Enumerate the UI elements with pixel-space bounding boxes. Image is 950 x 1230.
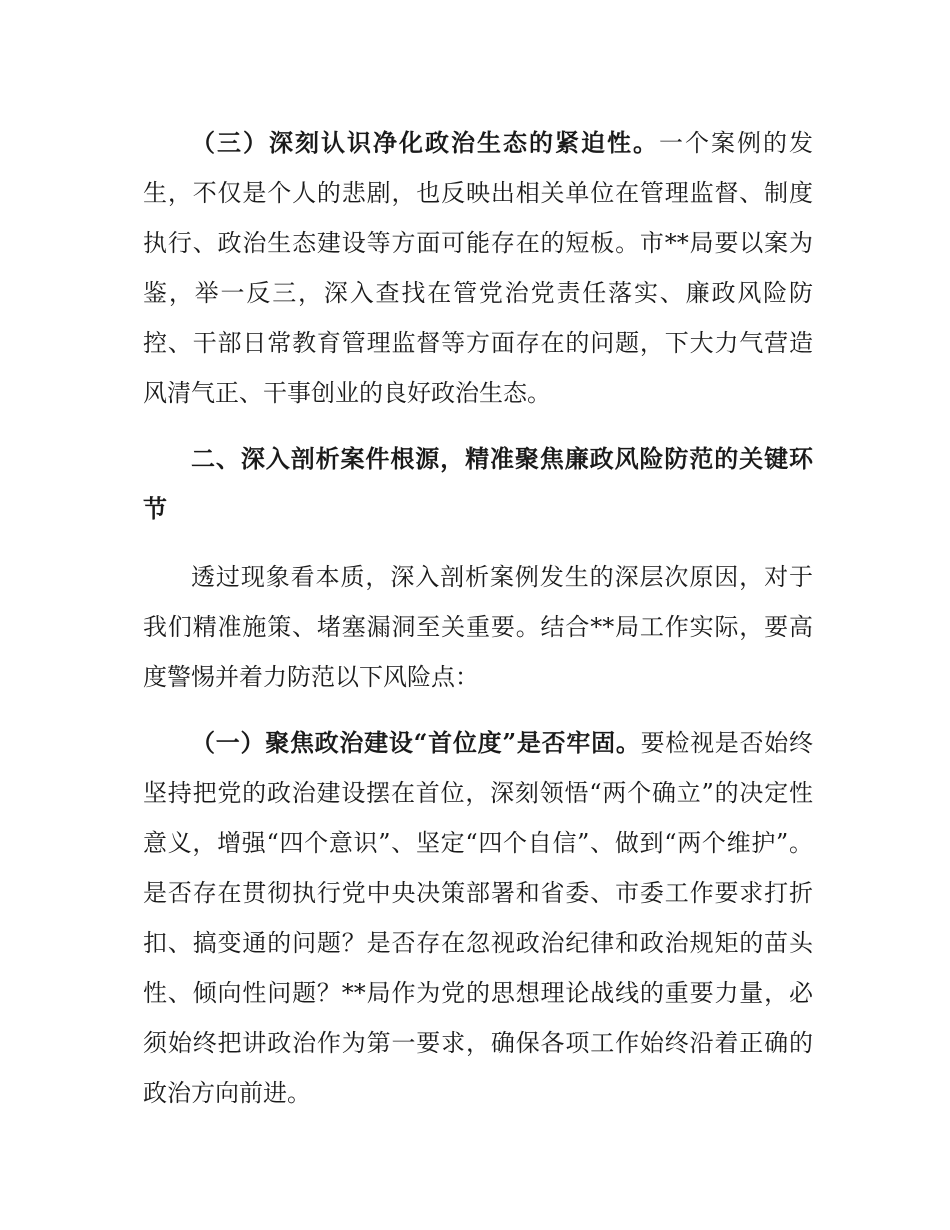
paragraph-intro [143, 552, 813, 702]
section-heading: 二、深入剖析案件根源，精准聚焦廉政风险防范的关键环节 [143, 444, 813, 523]
paragraph-text: 透过现象看本质，深入剖析案例发生的深层次原因，对于我们精准施策、堵塞漏洞至关重要。结合**局工作实际，要高度警惕并着力防范以下风险点： [143, 563, 813, 691]
paragraph-political-building [143, 718, 813, 1118]
paragraph-political-ecology [143, 118, 813, 418]
paragraph-lead: （三）深刻认识净化政治生态的紧迫性。 [191, 128, 659, 157]
paragraph-lead: （一）聚焦政治建设“首位度”是否牢固。 [191, 728, 641, 757]
paragraph-text: 一个案例的发生，不仅是个人的悲剧，也反映出相关单位在管理监督、制度执行、政治生态建设等方面可能存在的短板。市**局要以案为鉴，举一反三，深入查找在管党治党责任落实、廉政风险防控、干部日常教育管理监督等方面存在的问题，下大力气营造风清气正、干事创业的良好政治生态。 [143, 129, 813, 407]
paragraph-text: 要检视是否始终坚持把党的政治建设摆在首位，深刻领悟“两个确立”的决定性意义，增强“四个意识”、坚定“四个自信”、做到“两个维护”。是否存在贯彻执行党中央决策部署和省委、市委工作要求打折扣、搞变通的问题？是否存在忽视政治纪律和政治规矩的苗头性、倾向性问题？**局作为党的思想理论战线的重要力量，必须始终把讲政治作为第一要求，确保各项工作始终沿着正确的政治方向前进。 [143, 729, 814, 1107]
document-body [143, 118, 813, 1134]
